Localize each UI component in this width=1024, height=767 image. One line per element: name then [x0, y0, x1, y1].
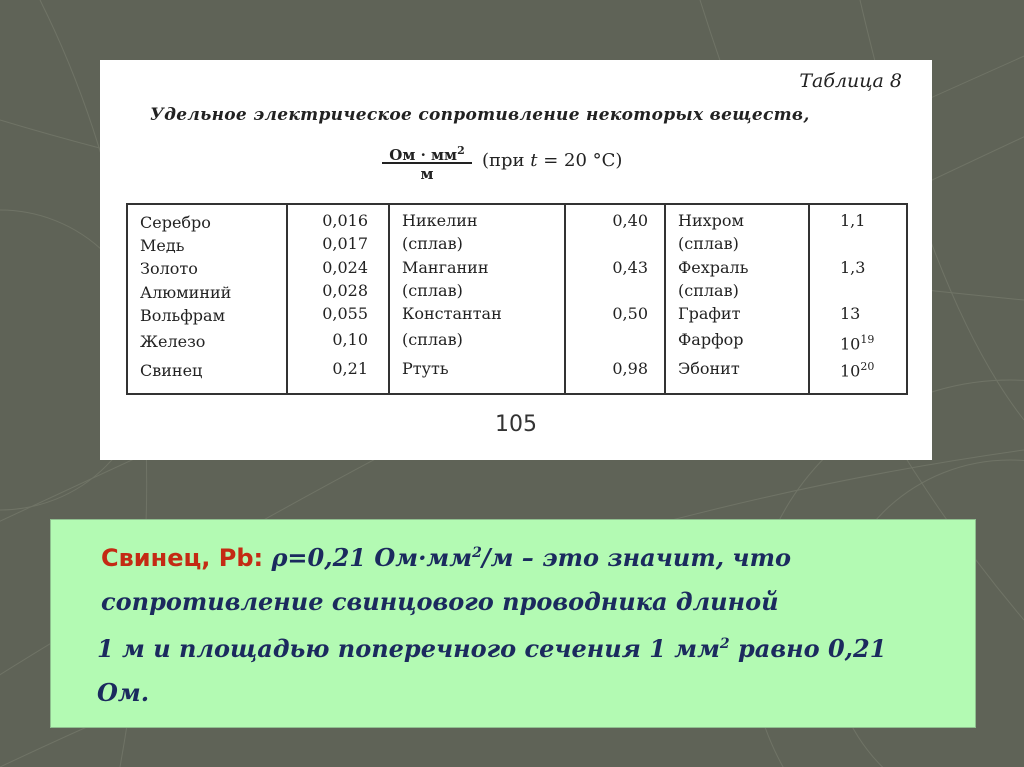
- units-numerator-exponent: 2: [457, 144, 465, 157]
- table-cell: 0,016: [322, 211, 368, 230]
- table-cell: Эбонит: [678, 359, 740, 378]
- table-card: [100, 60, 932, 460]
- element-lead: Свинец, Pb:: [101, 544, 264, 572]
- units-denominator: м: [420, 165, 434, 183]
- table-cell: Манганин: [402, 258, 489, 277]
- resistivity-table: [126, 203, 908, 395]
- table-col-values-3: [810, 205, 906, 393]
- units-fraction: [382, 140, 472, 184]
- table-cell: Ртуть: [402, 359, 449, 378]
- temperature-variable: t: [530, 150, 538, 171]
- table-cell: (сплав): [678, 234, 739, 253]
- explanation-box: [50, 519, 976, 728]
- table-cell: Алюминий: [140, 283, 232, 302]
- power-exponent: 19: [860, 333, 875, 346]
- table-col-values-1: [288, 205, 390, 393]
- table-cell: (сплав): [402, 281, 463, 300]
- table-cell: Графит: [678, 304, 741, 323]
- table-cell: 0,43: [612, 258, 648, 277]
- table-cell: Никелин: [402, 211, 478, 230]
- table-cell: 0,024: [322, 258, 368, 277]
- table-col-substances-2: [390, 205, 566, 393]
- table-cell: 0,055: [322, 304, 368, 323]
- table-cell: (сплав): [678, 281, 739, 300]
- table-cell: Серебро: [140, 213, 211, 232]
- table-cell: Железо: [140, 332, 206, 351]
- table-cell: 0,50: [612, 304, 648, 323]
- table-col-values-2: [566, 205, 666, 393]
- table-cell: $10^{20}$: [840, 360, 875, 381]
- table-cell: Золото: [140, 259, 198, 278]
- power-exponent: 20: [860, 360, 875, 373]
- table-cell: 0,40: [612, 211, 648, 230]
- table-cell: Нихром: [678, 211, 744, 230]
- table-cell: 1,3: [840, 258, 866, 277]
- table-cell: 0,10: [332, 330, 368, 349]
- table-col-substances-3: [666, 205, 810, 393]
- temperature-condition: (при t = 20 °С): [482, 150, 623, 171]
- table-cell: 0,017: [322, 234, 368, 253]
- table-caption: Удельное электрическое сопротивление некоторых веществ,: [150, 105, 810, 125]
- table-cell: Свинец: [140, 361, 203, 380]
- units-numerator: Ом · $мм^2$: [382, 140, 472, 164]
- table-cell: 13: [840, 304, 861, 323]
- table-cell: Медь: [140, 236, 185, 255]
- table-cell: (сплав): [402, 234, 463, 253]
- table-cell: $10^{19}$: [840, 333, 875, 354]
- table-cell: Константан: [402, 304, 502, 323]
- table-cell: 0,028: [322, 281, 368, 300]
- table-cell: (сплав): [402, 330, 463, 349]
- table-cell: Фарфор: [678, 330, 744, 349]
- table-cell: 0,98: [612, 359, 648, 378]
- table-number: Таблица 8: [799, 70, 902, 92]
- table-cell: Фехраль: [678, 258, 749, 277]
- table-cell: Вольфрам: [140, 306, 226, 325]
- explanation-paragraph-1: Свинец, Pb: ρ=0,21 $Ом\cdot мм^2/м$ – это значит, что сопротивление свинцового проводника длиной: [101, 543, 791, 616]
- table-col-substances-1: [128, 205, 288, 393]
- table-cell: 0,21: [332, 359, 368, 378]
- table-cell: 1,1: [840, 211, 866, 230]
- page-number: 105: [495, 412, 537, 437]
- explanation-paragraph-2: 1 м и площадью поперечного сечения 1 $мм^2$ равно 0,21 Ом.: [97, 634, 887, 707]
